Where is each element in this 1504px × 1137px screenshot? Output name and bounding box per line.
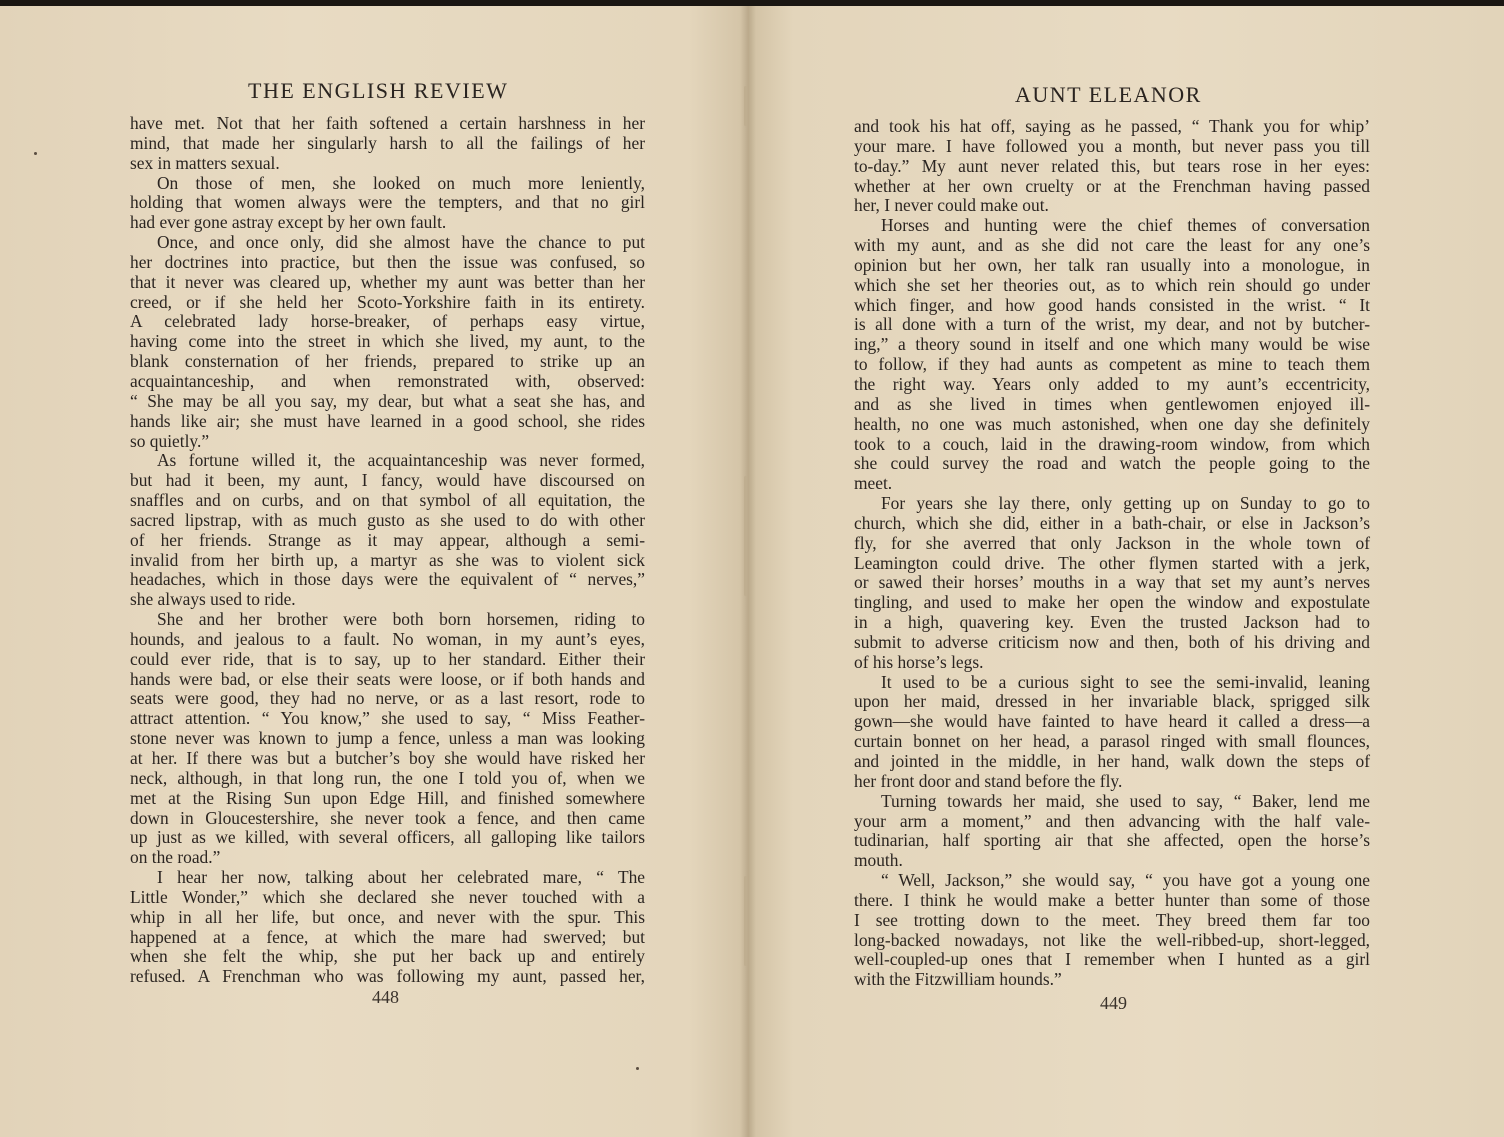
text-line: down in Gloucestershire, she never took a fence, and then came: [130, 807, 645, 828]
left-page: [0, 6, 748, 1137]
left-page-number: 448: [372, 987, 399, 1007]
text-line: snaffles and on curbs, and on that symbol of all equitation, the: [130, 490, 645, 511]
text-line: submit to adverse criticism now and then, both of his driving and: [854, 631, 1370, 652]
text-line: It used to be a curious sight to see the semi-invalid, leaning: [881, 671, 1370, 692]
right-page: [748, 6, 1504, 1137]
text-line: meet.: [854, 473, 893, 494]
text-line: whether at her own cruelty or at the Frenchman having passed: [854, 175, 1370, 196]
text-line: tingling, and used to make her open the window and expostulate: [854, 592, 1370, 613]
text-line: hounds, and jealous to a fault. No woman, in my aunt’s eyes,: [130, 628, 645, 649]
text-line: when she felt the whip, she put her back up and entirely: [130, 946, 645, 967]
text-line: Turning towards her maid, she used to say, “ Baker, lend me: [881, 790, 1370, 811]
text-line: and took his hat off, saying as he passed, “ Thank you for whip’: [854, 116, 1370, 136]
right-page-text: [854, 117, 1370, 990]
left-running-head: THE ENGLISH REVIEW: [248, 78, 509, 103]
text-line: I see trotting down to the meet. They breed them far too: [854, 909, 1370, 930]
text-line: gown—she would have fainted to have heard it called a dress—a: [854, 711, 1370, 732]
binding-stitch: [744, 86, 747, 126]
text-line: there. I think he would make a better hunter than some of those: [854, 889, 1370, 910]
text-line: tudinarian, half sporting air that she affected, open the horse’s: [854, 830, 1370, 851]
text-line: “ She may be all you say, my dear, but what a seat she has, and: [130, 390, 645, 411]
text-line: mind, that made her singularly harsh to all the failings of her: [130, 132, 645, 153]
text-line: seats were good, they had no nerve, or as a last resort, rode to: [130, 688, 645, 709]
text-line: and as she lived in times when gentlewomen enjoyed ill-: [854, 393, 1370, 414]
paper-speck: [34, 152, 37, 155]
text-line: with my aunt, and as she did not care the least for any one’s: [854, 235, 1370, 256]
text-line: stone never was known to jump a fence, unless a man was looking: [130, 728, 645, 749]
text-line: of his horse’s legs.: [854, 651, 984, 672]
text-line: which finger, and how good hands consisted in the wrist. “ It: [854, 294, 1370, 315]
text-line: in a high, quavering key. Even the trusted Jackson had to: [854, 612, 1370, 633]
text-line: headaches, which in those days were the equivalent of “ nerves,”: [130, 569, 645, 590]
text-line: had ever gone astray except by her own fault.: [130, 212, 447, 233]
text-line: so quietly.”: [130, 430, 210, 451]
text-line: neck, although, in that long run, the one I told you of, when we: [130, 767, 645, 788]
text-line: happened at a fence, at which the mare had swerved; but: [130, 926, 645, 947]
paper-speck: [636, 1067, 639, 1070]
text-line: which she set her theories out, as to which rein should go under: [854, 274, 1370, 295]
text-line: For years she lay there, only getting up on Sunday to go to: [881, 493, 1370, 514]
text-line: “ Well, Jackson,” she would say, “ you have got a young one: [881, 870, 1370, 891]
text-line: creed, or if she held her Scoto-Yorkshire faith in its entirety.: [130, 291, 645, 312]
binding-stitch: [744, 876, 747, 966]
text-line: health, no one was much astonished, when one day she definitely: [854, 413, 1370, 434]
text-line: curtain bonnet on her head, a parasol ringed with small flounces,: [854, 731, 1370, 752]
text-line: but had it been, my aunt, I fancy, would have discoursed on: [130, 470, 645, 491]
text-line: hands were bad, or else their seats were loose, or if both hands and: [130, 668, 645, 689]
text-line: of her friends. Strange as it may appear, although a semi-: [130, 529, 645, 550]
text-line: A celebrated lady horse-breaker, of perhaps easy virtue,: [130, 311, 645, 332]
text-line: attract attention. “ You know,” she used to say, “ Miss Feather-: [130, 708, 645, 729]
text-line: to follow, if they had aunts as competent as mine to teach them: [854, 354, 1370, 375]
text-line: Little Wonder,” which she declared she never touched with a: [130, 886, 645, 907]
text-line: up just as we killed, with several officers, all galloping like tailors: [130, 827, 645, 848]
text-line: hands like air; she must have learned in a good school, she rides: [130, 410, 645, 431]
text-line: sacred lipstrap, with as much gusto as she used to do with other: [130, 509, 645, 530]
text-line: she always used to ride.: [130, 589, 296, 610]
text-line: whip in all her life, but once, and never with the spur. This: [130, 906, 645, 927]
text-line: fly, for she averred that only Jackson in the whole town of: [854, 532, 1370, 553]
text-line: holding that women always were the tempters, and that no girl: [130, 192, 645, 213]
text-line: the right way. Years only added to my aunt’s eccentricity,: [854, 373, 1370, 394]
text-line: refused. A Frenchman who was following my aunt, passed her,: [130, 966, 645, 987]
text-line: upon her maid, dressed in her invariable black, sprigged silk: [854, 691, 1370, 712]
text-line: her front door and stand before the fly.: [854, 770, 1123, 791]
text-line: I hear her now, talking about her celebrated mare, “ The: [157, 867, 645, 888]
text-line: she could survey the road and watch the people going to the: [854, 453, 1370, 474]
text-line: have met. Not that her faith softened a certain harshness in her: [130, 113, 645, 133]
text-line: is all done with a turn of the wrist, my dear, and not by butcher-: [854, 314, 1370, 335]
text-line: blank consternation of her friends, prepared to strike up an: [130, 351, 645, 372]
text-line: on the road.”: [130, 847, 221, 868]
text-line: to-day.” My aunt never related this, but tears rose in her eyes:: [854, 155, 1370, 176]
text-line: acquaintanceship, and when remonstrated with, observed:: [130, 370, 645, 391]
text-line: and jointed in the middle, in her hand, walk down the steps of: [854, 751, 1370, 771]
text-line: church, which she did, either in a bath-chair, or else in Jackson’s: [854, 512, 1370, 533]
book-gutter: [740, 6, 756, 1137]
text-line: with the Fitzwilliam hounds.”: [854, 969, 1062, 990]
text-line: invalid from her birth up, a martyr as she was to violent sick: [130, 549, 645, 570]
text-line: Horses and hunting were the chief themes of conversation: [881, 215, 1370, 236]
text-line: Leamington could drive. The other flymen started with a jerk,: [854, 552, 1370, 573]
right-running-head: AUNT ELEANOR: [1015, 82, 1202, 107]
text-line: could ever ride, that is to say, up to her standard. Either their: [130, 648, 645, 669]
right-page-number: 449: [1100, 993, 1127, 1013]
left-page-text: [130, 114, 645, 987]
text-line: met at the Rising Sun upon Edge Hill, and finished somewhere: [130, 787, 645, 808]
binding-stitch: [744, 476, 747, 596]
book-spread: [0, 6, 1504, 1137]
text-line: that it never was cleared up, whether my aunt was better than her: [130, 271, 645, 292]
text-line: her, I never could make out.: [854, 195, 1049, 216]
text-line: On those of men, she looked on much more leniently,: [157, 172, 645, 193]
text-line: her doctrines into practice, but then the issue was confused, so: [130, 251, 645, 272]
text-line: well-coupled-up ones that I remember when I hunted as a girl: [854, 949, 1370, 970]
text-line: As fortune willed it, the acquaintanceship was never formed,: [157, 450, 645, 471]
text-line: Once, and once only, did she almost have the chance to put: [157, 232, 645, 253]
text-line: She and her brother were both born horsemen, riding to: [157, 609, 645, 630]
text-line: long-backed nowadays, not like the well-ribbed-up, short-legged,: [854, 929, 1370, 950]
text-line: took to a couch, laid in the drawing-room window, from which: [854, 433, 1370, 454]
text-line: opinion but her own, her talk ran usually into a monologue, in: [854, 254, 1370, 275]
text-line: having come into the street in which she lived, my aunt, to the: [130, 331, 645, 352]
text-line: your arm a moment,” and then advancing with the half vale-: [854, 810, 1370, 831]
text-line: at her. If there was but a butcher’s boy she would have risked her: [130, 748, 645, 768]
text-line: mouth.: [854, 850, 903, 871]
text-line: ing,” a theory sound in itself and one which many would be wise: [854, 334, 1370, 355]
text-line: sex in matters sexual.: [130, 152, 280, 173]
text-line: or sawed their horses’ mouths in a way that set my aunt’s nerves: [854, 572, 1370, 593]
text-line: your mare. I have followed you a month, but never pass you till: [854, 135, 1370, 156]
